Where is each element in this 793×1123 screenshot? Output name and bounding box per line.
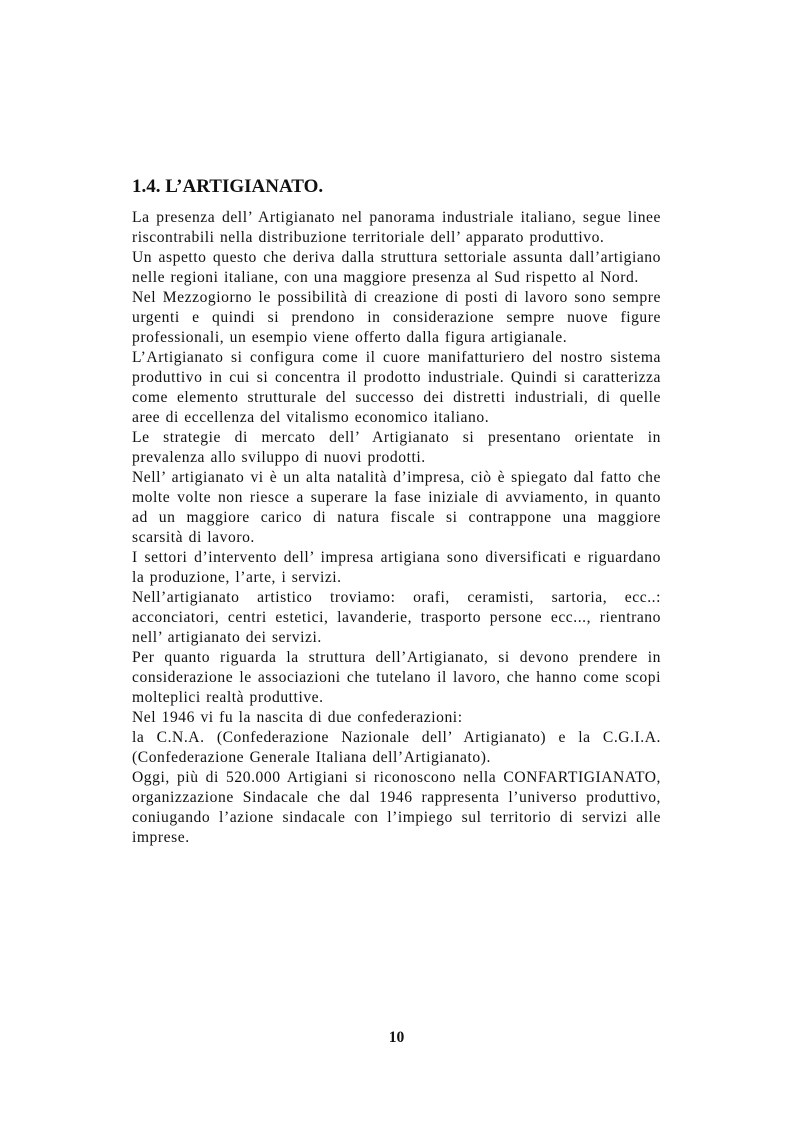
paragraph: Nell’ artigianato vi è un alta natalità d’impresa, ciò è spiegato dal fatto che molte volte non riesce a superare la fase iniziale di avviamento, in quanto ad un maggiore carico di natura fiscale si contrappone una maggiore scarsità di lavoro. [132, 469, 661, 546]
paragraph: Un aspetto questo che deriva dalla struttura settoriale assunta dall’artigiano nelle regioni italiane, con una maggiore presenza al Sud rispetto al Nord. [132, 249, 661, 286]
paragraph: la C.N.A. (Confederazione Nazionale dell’ Artigianato) e la C.G.I.A. (Confederazione Generale Italiana dell’Artigianato). [132, 729, 661, 766]
page-number: 10 [388, 1029, 405, 1046]
paragraph: Nell’artigianato artistico troviamo: orafi, ceramisti, sartoria, ecc..: acconciatori, centri estetici, lavanderie, trasporto persone ecc..., rientrano nell’ artigianato dei servizi. [132, 589, 661, 646]
paragraph: Nel Mezzogiorno le possibilità di creazione di posti di lavoro sono sempre urgenti e quindi si prendono in considerazione sempre nuove figure professionali, un esempio viene offerto dalla figura artigianale. [132, 289, 661, 346]
paragraph: Oggi, più di 520.000 Artigiani si riconoscono nella CONFARTIGIANATO, organizzazione Sindacale che dal 1946 rappresenta l’universo produttivo, coniugando l’azione sindacale con l’impiego sul territorio di servizi alle imprese. [132, 769, 661, 846]
paragraph: Per quanto riguarda la struttura dell’Artigianato, si devono prendere in considerazione le associazioni che tutelano il lavoro, che hanno come scopi molteplici realtà produttive. [132, 649, 661, 706]
section-body [132, 208, 661, 848]
paragraph: L’Artigianato si configura come il cuore manifatturiero del nostro sistema produttivo in cui si concentra il prodotto industriale. Quindi si caratterizza come elemento strutturale del successo dei distretti industriali, di quelle aree di eccellenza del vitalismo economico italiano. [132, 349, 661, 426]
paragraph: Le strategie di mercato dell’ Artigianato si presentano orientate in prevalenza allo sviluppo di nuovi prodotti. [132, 429, 661, 466]
paragraph: I settori d’intervento dell’ impresa artigiana sono diversificati e riguardano la produzione, l’arte, i servizi. [132, 549, 661, 586]
section-heading: 1.4. L’ARTIGIANATO. [132, 176, 324, 197]
paragraph: La presenza dell’ Artigianato nel panorama industriale italiano, segue linee riscontrabili nella distribuzione territoriale dell’ apparato produttivo. [132, 209, 661, 246]
paragraph: Nel 1946 vi fu la nascita di due confederazioni: [132, 709, 463, 726]
